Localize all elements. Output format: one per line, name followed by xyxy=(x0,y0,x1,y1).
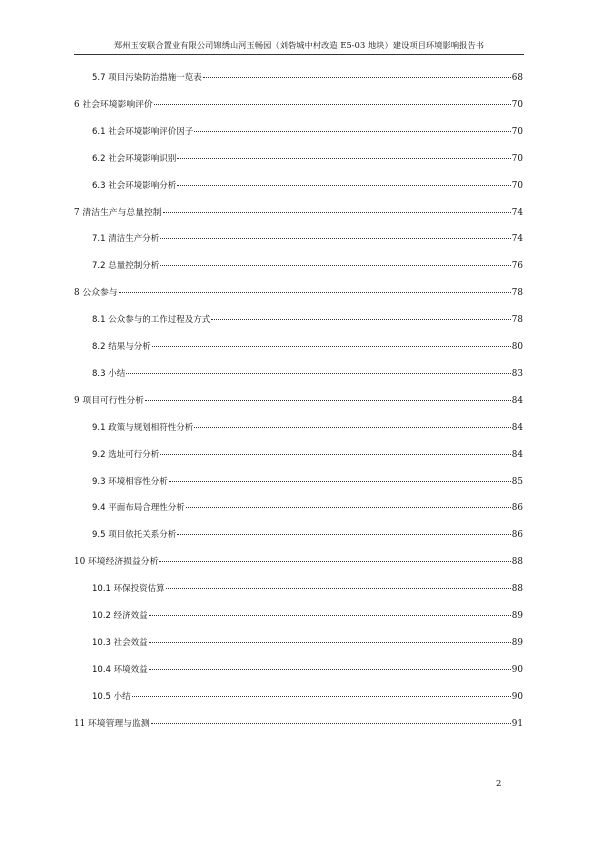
toc-entry-page-number: 78 xyxy=(511,288,523,299)
toc-entry-page-number: 90 xyxy=(511,691,523,702)
toc-entry-page-number: 84 xyxy=(511,449,523,460)
toc-dot-leader xyxy=(177,158,511,159)
toc-dot-leader xyxy=(126,373,511,374)
toc-entry-page-number: 70 xyxy=(511,126,523,137)
toc-entry-title: 9.2 选址可行分析 xyxy=(92,449,160,460)
toc-section-entry[interactable] xyxy=(92,422,523,434)
toc-entry-page-number: 70 xyxy=(511,153,523,164)
toc-section-entry[interactable] xyxy=(92,691,523,703)
toc-entry-title: 6.1 社会环境影响评价因子 xyxy=(92,126,194,137)
toc-entry-title: 9.1 政策与规划相符性分析 xyxy=(92,422,194,433)
toc-dot-leader xyxy=(211,319,511,320)
toc-dot-leader xyxy=(177,185,511,186)
toc-entry-title: 10.4 环境效益 xyxy=(92,664,148,675)
toc-dot-leader xyxy=(160,238,511,239)
toc-entry-title: 9 项目可行性分析 xyxy=(74,395,144,406)
toc-dot-leader xyxy=(194,427,511,428)
toc-entry-title: 8.1 公众参与的工作过程及方式 xyxy=(92,315,211,326)
toc-section-entry[interactable] xyxy=(92,341,523,353)
page-number: 2 xyxy=(496,779,502,789)
toc-chapter-entry[interactable] xyxy=(74,718,523,730)
toc-dot-leader xyxy=(145,400,511,401)
toc-entry-page-number: 88 xyxy=(511,584,523,595)
toc-entry-title: 8.3 小结 xyxy=(92,368,126,379)
toc-entry-page-number: 88 xyxy=(511,557,523,568)
toc-entry-page-number: 91 xyxy=(511,718,523,729)
toc-entry-page-number: 70 xyxy=(511,180,523,191)
toc-dot-leader xyxy=(154,104,511,105)
toc-section-entry[interactable] xyxy=(92,153,523,165)
toc-entry-title: 10.5 小结 xyxy=(92,691,131,702)
toc-dot-leader xyxy=(160,265,511,266)
toc-section-entry[interactable] xyxy=(92,72,523,84)
toc-dot-leader xyxy=(159,561,510,562)
toc-chapter-entry[interactable] xyxy=(74,207,523,219)
toc-section-entry[interactable] xyxy=(92,476,523,488)
toc-entry-page-number: 74 xyxy=(511,207,523,218)
toc-dot-leader xyxy=(166,588,511,589)
toc-entry-page-number: 83 xyxy=(511,368,523,379)
toc-entry-title: 10.1 环保投资估算 xyxy=(92,584,165,595)
toc-dot-leader xyxy=(163,212,511,213)
toc-section-entry[interactable] xyxy=(92,180,523,192)
toc-chapter-entry[interactable] xyxy=(74,556,523,568)
toc-dot-leader xyxy=(149,642,511,643)
toc-entry-page-number: 70 xyxy=(511,99,523,110)
toc-entry-title: 9.3 环境相容性分析 xyxy=(92,476,168,487)
toc-entry-title: 9.4 平面布局合理性分析 xyxy=(92,503,185,514)
toc-entry-page-number: 89 xyxy=(511,611,523,621)
toc-section-entry[interactable] xyxy=(92,233,523,245)
toc-section-entry[interactable] xyxy=(92,664,523,676)
toc-section-entry[interactable] xyxy=(92,449,523,461)
toc-entry-page-number: 68 xyxy=(511,73,523,83)
toc-section-entry[interactable] xyxy=(92,502,523,514)
toc-entry-page-number: 86 xyxy=(511,503,523,514)
toc-entry-title: 11 环境管理与监测 xyxy=(74,718,150,729)
toc-entry-title: 10.2 经济效益 xyxy=(92,611,148,621)
toc-section-entry[interactable] xyxy=(92,637,523,649)
toc-entry-page-number: 74 xyxy=(511,234,523,245)
toc-dot-leader xyxy=(132,696,511,697)
toc-dot-leader xyxy=(160,454,511,455)
page-header-title: 郑州玉安联合置业有限公司锦绣山河玉畅园（刘砦城中村改造 E5-03 地块）建设项目环境影响报告书 xyxy=(113,40,485,50)
toc-entry-page-number: 89 xyxy=(511,637,523,648)
toc-entry-title: 10 环境经济损益分析 xyxy=(74,557,159,568)
toc-entry-page-number: 90 xyxy=(511,664,523,675)
toc-entry-page-number: 84 xyxy=(511,422,523,433)
toc-entry-title: 8.2 结果与分析 xyxy=(92,342,151,352)
toc-entry-title: 10.3 社会效益 xyxy=(92,637,148,648)
toc-section-entry[interactable] xyxy=(92,610,523,622)
toc-entry-title: 7 清洁生产与总量控制 xyxy=(74,207,162,218)
toc-entry-title: 9.5 项目依托关系分析 xyxy=(92,530,177,541)
toc-dot-leader xyxy=(194,131,511,132)
toc-entry-page-number: 80 xyxy=(511,342,523,352)
toc-entry-page-number: 76 xyxy=(511,261,523,272)
toc-section-entry[interactable] xyxy=(92,314,523,326)
toc-chapter-entry[interactable] xyxy=(74,287,523,299)
toc-dot-leader xyxy=(151,723,511,724)
toc-dot-leader xyxy=(177,534,511,535)
toc-dot-leader xyxy=(119,292,511,293)
toc-entry-title: 6.2 社会环境影响识别 xyxy=(92,153,177,164)
toc-dot-leader xyxy=(152,346,511,347)
toc-entry-title: 7.2 总量控制分析 xyxy=(92,261,160,272)
toc-entry-page-number: 84 xyxy=(511,395,523,406)
toc-entry-page-number: 85 xyxy=(511,476,523,487)
toc-section-entry[interactable] xyxy=(92,126,523,138)
toc-entry-page-number: 78 xyxy=(511,315,523,326)
toc-dot-leader xyxy=(149,669,511,670)
toc-chapter-entry[interactable] xyxy=(74,395,523,407)
toc-chapter-entry[interactable] xyxy=(74,99,523,111)
toc-dot-leader xyxy=(169,481,511,482)
toc-section-entry[interactable] xyxy=(92,529,523,541)
toc-dot-leader xyxy=(186,507,511,508)
toc-entry-title: 7.1 清洁生产分析 xyxy=(92,234,160,245)
toc-dot-leader xyxy=(149,615,511,616)
toc-section-entry[interactable] xyxy=(92,260,523,272)
toc-entry-title: 6.3 社会环境影响分析 xyxy=(92,180,177,191)
toc-entry-title: 6 社会环境影响评价 xyxy=(74,99,153,110)
toc-entry-title: 8 公众参与 xyxy=(74,288,118,299)
toc-entry-page-number: 86 xyxy=(511,530,523,541)
toc-section-entry[interactable] xyxy=(92,368,523,380)
toc-entry-title: 5.7 项目污染防治措施一览表 xyxy=(92,73,202,83)
toc-dot-leader xyxy=(203,77,511,78)
toc-section-entry[interactable] xyxy=(92,583,523,595)
